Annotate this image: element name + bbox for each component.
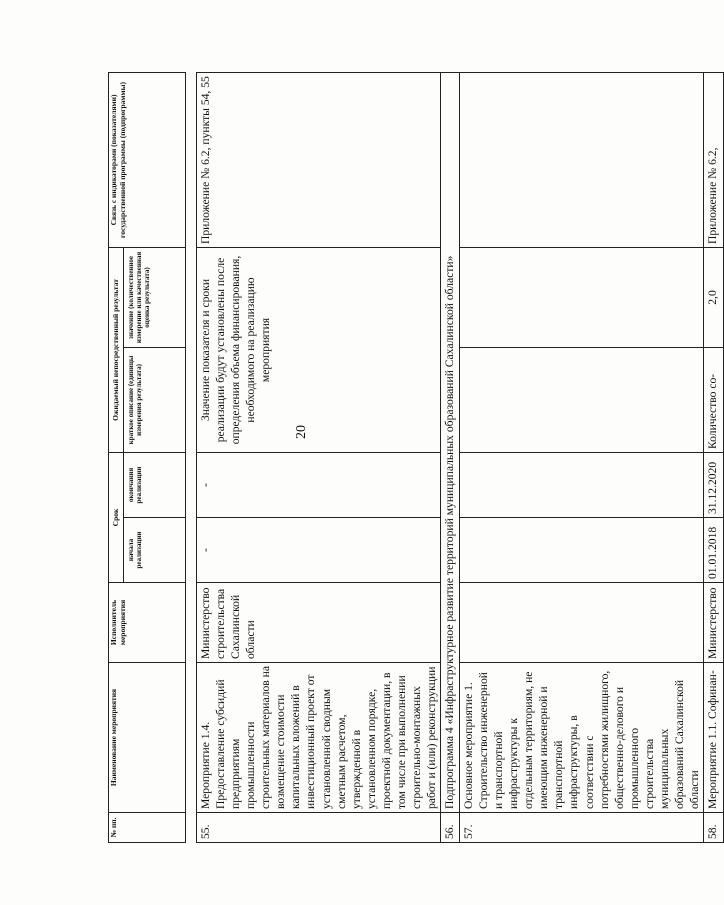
row-start <box>460 518 704 583</box>
table-header <box>108 72 186 843</box>
header-term-end: окончания реализации <box>124 452 186 517</box>
row-end <box>460 453 704 518</box>
rotated-table-page <box>108 73 719 843</box>
header-link: Связь с индикаторами (показателями) государственной программы (подпрограммы) <box>109 72 186 247</box>
row-num: 58. <box>704 813 724 843</box>
table-row-subprogram <box>441 72 460 842</box>
header-result: Ожидаемый непосредственный результат <box>109 247 124 452</box>
row-result-value: 2,0 <box>704 247 724 347</box>
row-result-desc <box>460 348 704 453</box>
row-name: Основное мероприятие 1. Строительство инженерной и транспортной инфраструктуры к отдельным территориям, не имеющим инженерной и транспортной инфраструктуры, в соответствии с потребностями жилищного, общественно-делового и промышленного строительства муниципальных образований Сахалинской области <box>460 663 704 813</box>
page-number: 20 <box>294 425 309 439</box>
header-executor: Исполнитель мероприятия <box>109 583 186 663</box>
row-end: 31.12.2020 <box>704 453 724 518</box>
header-result-value: значение (количественное измерение или качественная оценка результата) <box>124 247 186 347</box>
table-row <box>197 72 441 842</box>
row-link <box>460 72 704 247</box>
row-result-value <box>460 247 704 347</box>
table-row <box>460 72 704 842</box>
row-link: Приложение № 6.2, пункты 54, 55 <box>197 72 441 247</box>
header-term: Срок <box>109 452 124 582</box>
row-start: 01.01.2018 <box>704 518 724 583</box>
row-num: 55. <box>197 813 441 843</box>
row-num: 56. <box>441 813 460 843</box>
row-start: - <box>197 518 441 583</box>
row-end: - <box>197 453 441 518</box>
row-executor <box>460 583 704 663</box>
row-link: Приложение № 6.2, <box>704 72 724 247</box>
row-num: 57. <box>460 813 704 843</box>
header-num: № пп. <box>109 813 186 843</box>
table-row <box>704 72 724 842</box>
table-body <box>196 72 724 843</box>
row-subprogram-title: Подпрограмма 4 «Инфраструктурное развитие территорий муниципальных образований Сахалинской области» <box>441 72 460 812</box>
row-executor: Министерство <box>704 583 724 663</box>
row-name: Мероприятие 1.4. Предоставление субсидий предприятиям промышленности строительных материалов на возмещение стоимости капитальных вложений в инвестиционный проект от установленной сводным сметным расчетом, утвержденной в установленном порядке, проектной документации, в том числе при выполнении строительно-монтажных работ и (или) реконструкции <box>197 663 441 813</box>
header-name: Наименование мероприятия <box>109 663 186 813</box>
row-name: Мероприятие 1.1. Софинан- <box>704 663 724 813</box>
header-result-desc: краткое описание (единицы измерения результата) <box>124 347 186 452</box>
row-executor: Министерство строительства Сахалинской области <box>197 583 441 663</box>
header-term-start: начала реализации <box>124 518 186 583</box>
row-result: Значение показателя и сроки реализации будут установлены после определения объема финансирования, необходимого на реализацию мероприятия <box>197 247 441 452</box>
row-result-desc: Количество со- <box>704 348 724 453</box>
